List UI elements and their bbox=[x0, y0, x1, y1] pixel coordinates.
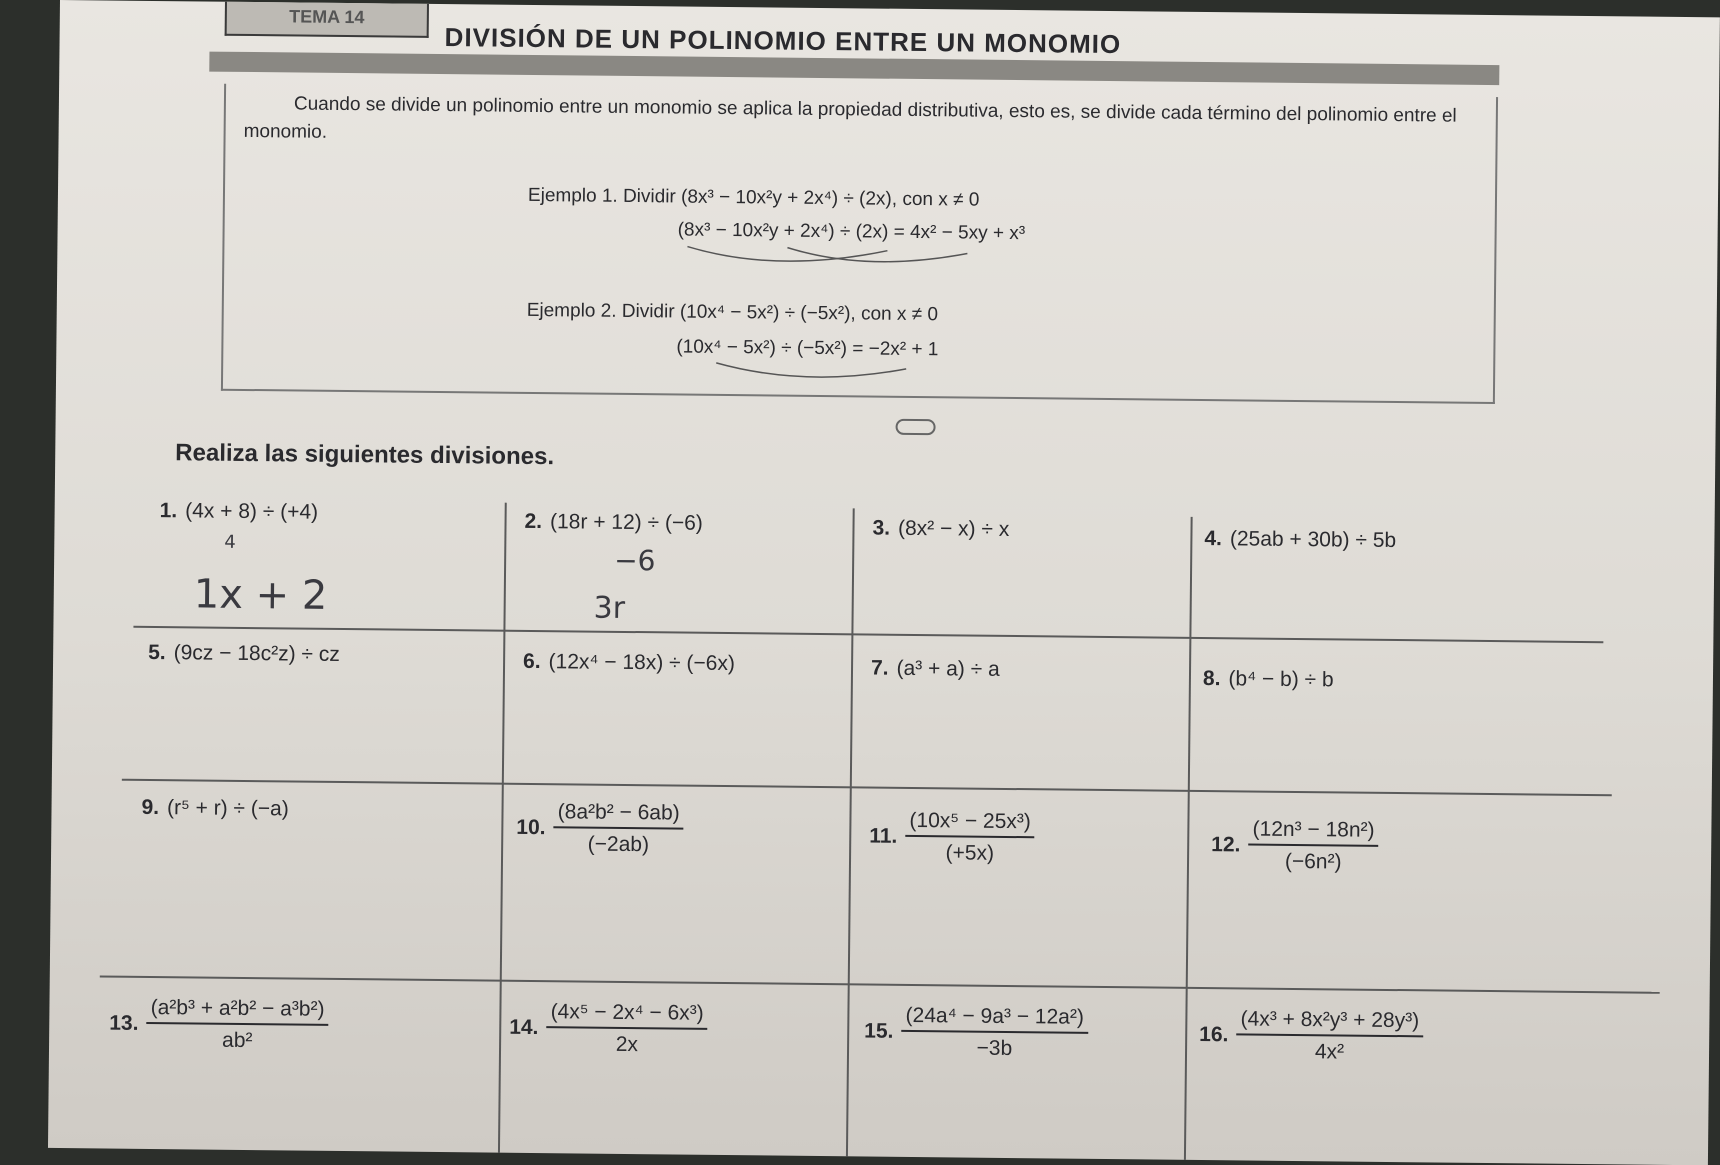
exercise-14: 14. $\frac{\text{(4x⁵ − 2x⁴ − 6x³)}}{2x}$ bbox=[509, 1000, 708, 1058]
col-divider bbox=[498, 503, 507, 1153]
exercise-10: 10. $\frac{\text{(8a²b² − 6ab)}}{(-2ab)}$ bbox=[516, 800, 684, 858]
example-1-solution: (8x³ − 10x²y + 2x⁴) ÷ (2x) = 4x² − 5xy + x³ bbox=[677, 219, 1026, 245]
exercise-13: 13. $\frac{\text{(a²b³ + a²b² − a³b²)}}{\text{ab²}}$ bbox=[109, 996, 329, 1054]
example-1-arrows bbox=[677, 242, 1017, 276]
exercise-15: 15. $\frac{\text{(24a⁴ − 9a³ − 12a²)}}{-3b}$ bbox=[864, 1003, 1088, 1061]
exercise-9: 9. (r⁵ + r) ÷ (−a) bbox=[141, 795, 289, 821]
example-1-title: Ejemplo 1. Dividir (8x³ − 10x²y + 2x⁴) ÷ (2x), con x ≠ 0 bbox=[527, 184, 980, 211]
row-divider bbox=[100, 975, 1660, 993]
exercise-4: 4. (25ab + 30b) ÷ 5b bbox=[1204, 527, 1397, 553]
tema-label: TEMA 14 bbox=[225, 2, 429, 38]
exercise-16: 16. $\frac{\text{(4x³ + 8x²y³ + 28y³)}}{\text{4x²}}$ bbox=[1199, 1007, 1423, 1065]
exercise-1: 1. (4x + 8) ÷ (+4) bbox=[159, 499, 319, 524]
exercise-6: 6. (12x⁴ − 18x) ÷ (−6x) bbox=[522, 649, 736, 676]
col-divider bbox=[1184, 517, 1193, 1160]
exercise-3: 3. (8x² − x) ÷ x bbox=[872, 516, 1010, 541]
example-2-arrows bbox=[706, 359, 926, 385]
row-divider bbox=[122, 779, 1612, 797]
worksheet-page bbox=[48, 0, 1720, 1165]
intro-text: Cuando se divide un polinomio entre un monomio se aplica la propiedad distributiva, esto es, se divide cada término del polinomio entre el monomio. bbox=[243, 93, 1457, 143]
page-title: DIVISIÓN DE UN POLINOMIO ENTRE UN MONOMIO bbox=[444, 22, 1122, 60]
example-2-solution: (10x⁴ − 5x²) ÷ (−5x²) = −2x² + 1 bbox=[676, 336, 939, 361]
handwritten-answer-1: 1x + 2 bbox=[193, 571, 328, 619]
row-divider bbox=[133, 626, 1603, 643]
exercise-2: 2. (18r + 12) ÷ (−6) bbox=[524, 509, 703, 535]
exercise-12: 12. $\frac{\text{(12n³ − 18n²)}}{\text{(−6n²)}}$ bbox=[1211, 817, 1379, 875]
handwritten-divisor-2: −6 bbox=[613, 543, 656, 578]
handwritten-answer-2: 3r bbox=[593, 590, 626, 626]
hole-punch bbox=[895, 419, 935, 435]
handwritten-divisor-1: 4 bbox=[224, 531, 236, 553]
exercise-5: 5. (9cz − 18c²z) ÷ cz bbox=[148, 640, 340, 666]
exercise-11: 11. $\frac{\text{(10x⁵ − 25x³)}}{(+5x)}$ bbox=[869, 809, 1035, 867]
exercise-heading: Realiza las siguientes divisiones. bbox=[175, 439, 555, 471]
exercise-8: 8. (b⁴ − b) ÷ b bbox=[1202, 667, 1334, 692]
example-2-title: Ejemplo 2. Dividir (10x⁴ − 5x²) ÷ (−5x²), con x ≠ 0 bbox=[526, 299, 939, 326]
exercise-7: 7. (a³ + a) ÷ a bbox=[870, 656, 1000, 681]
col-divider bbox=[846, 508, 855, 1156]
